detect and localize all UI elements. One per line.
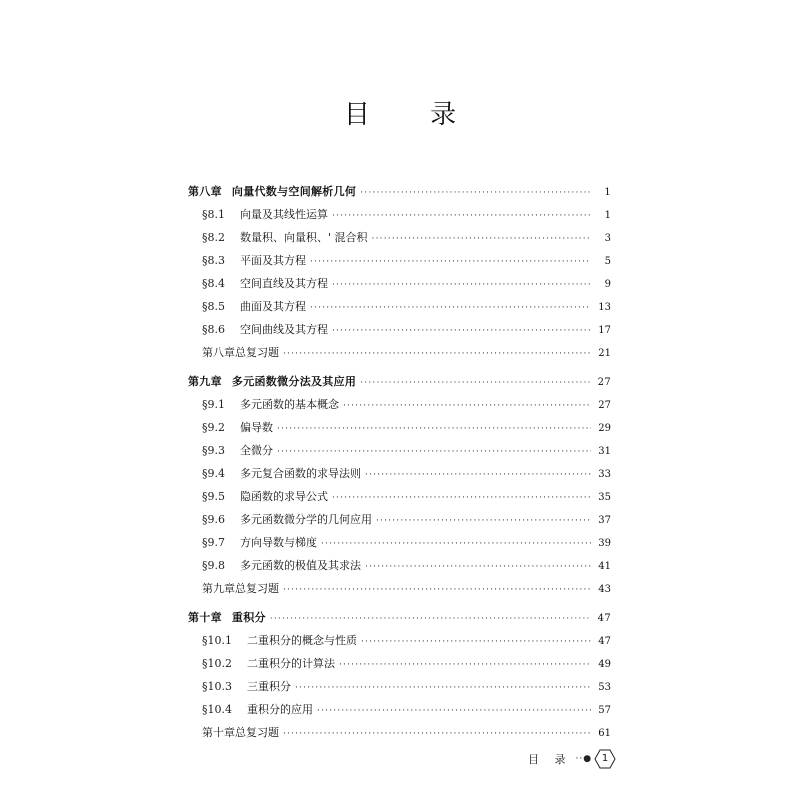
chapter-title: 向量代数与空间解析几何 — [231, 185, 357, 198]
page-number: 1 — [604, 187, 611, 198]
toc-section[interactable] — [188, 511, 611, 534]
section-title: 数量积、向量积、' 混合积 — [240, 231, 368, 244]
page-number: 43 — [598, 584, 611, 595]
toc-section[interactable] — [188, 275, 611, 298]
section-number: §10.3 — [202, 680, 232, 693]
table-of-contents — [188, 183, 611, 747]
dot-leader — [365, 562, 591, 572]
toc-section[interactable] — [188, 442, 611, 465]
section-number: §8.3 — [202, 254, 225, 267]
toc-section[interactable] — [188, 298, 611, 321]
toc-section[interactable] — [188, 655, 611, 678]
section-title: 全微分 — [240, 444, 273, 457]
page-number: 27 — [597, 377, 611, 388]
dot-leader — [360, 188, 591, 198]
section-title: 平面及其方程 — [240, 254, 306, 267]
page-number: 61 — [598, 728, 611, 739]
section-title: 方向导数与梯度 — [240, 536, 317, 549]
section-title: 二重积分的概念与性质 — [247, 634, 357, 647]
page-number: 3 — [604, 233, 611, 244]
page-number: 17 — [598, 325, 611, 336]
section-title: 偏导数 — [240, 421, 273, 434]
dot-leader — [332, 280, 591, 290]
toc-section[interactable] — [188, 678, 611, 701]
chapter-label: 第九章 — [188, 375, 222, 388]
dot-leader — [310, 257, 591, 267]
page-footer — [528, 749, 616, 769]
toc-chapter-9[interactable] — [188, 373, 611, 396]
page-number: 21 — [598, 348, 611, 359]
section-title: 三重积分 — [247, 680, 291, 693]
page-number-badge — [594, 749, 616, 769]
section-number: §9.8 — [202, 559, 225, 572]
toc-section[interactable] — [188, 465, 611, 488]
section-number: §10.4 — [202, 703, 232, 716]
dot-leader — [332, 211, 591, 221]
dot-leader — [277, 447, 591, 457]
dot-leader — [310, 303, 591, 313]
toc-section[interactable] — [188, 321, 611, 344]
page-number: 27 — [598, 400, 611, 411]
review-title: 第八章总复习题 — [202, 346, 279, 359]
dot-leader — [339, 660, 591, 670]
page-number: 47 — [598, 636, 611, 647]
footer-page-number: 1 — [601, 753, 609, 764]
review-title: 第十章总复习题 — [202, 726, 279, 739]
section-number: §9.6 — [202, 513, 225, 526]
section-title: 多元复合函数的求导法则 — [240, 467, 361, 480]
toc-section[interactable] — [188, 206, 611, 229]
dot-leader — [361, 637, 591, 647]
section-title: 二重积分的计算法 — [247, 657, 335, 670]
dot-leader — [317, 706, 591, 716]
toc-chapter-8[interactable] — [188, 183, 611, 206]
toc-section[interactable] — [188, 396, 611, 419]
chapter-title: 重积分 — [231, 611, 266, 624]
dot-leader — [365, 470, 591, 480]
dot-leader — [283, 349, 591, 359]
toc-chapter-10[interactable] — [188, 609, 611, 632]
toc-chapter-review[interactable] — [188, 580, 611, 603]
dot-leader — [343, 401, 591, 411]
page-number: 1 — [604, 210, 611, 221]
page-number: 57 — [598, 705, 611, 716]
page-number: 53 — [598, 682, 611, 693]
toc-section[interactable] — [188, 557, 611, 580]
toc-section[interactable] — [188, 632, 611, 655]
dot-leader — [283, 585, 591, 595]
footer-dots-icon: ··● — [575, 754, 593, 764]
section-title: 向量及其线性运算 — [240, 208, 328, 221]
page-number: 37 — [598, 515, 611, 526]
section-number: §9.3 — [202, 444, 225, 457]
section-title: 曲面及其方程 — [240, 300, 306, 313]
chapter-label: 第八章 — [188, 185, 222, 198]
section-number: §9.2 — [202, 421, 225, 434]
dot-leader — [321, 539, 591, 549]
section-title: 多元函数的基本概念 — [240, 398, 339, 411]
review-title: 第九章总复习题 — [202, 582, 279, 595]
section-number: §9.4 — [202, 467, 225, 480]
chapter-title: 多元函数微分法及其应用 — [231, 375, 357, 388]
toc-section[interactable] — [188, 252, 611, 275]
section-title: 空间直线及其方程 — [240, 277, 328, 290]
footer-label: 目 录 — [528, 753, 572, 766]
page-number: 13 — [598, 302, 611, 313]
section-number: §8.6 — [202, 323, 225, 336]
section-number: §10.1 — [202, 634, 232, 647]
section-number: §8.1 — [202, 208, 225, 221]
section-title: 重积分的应用 — [247, 703, 313, 716]
dot-leader — [332, 493, 591, 503]
toc-chapter-review[interactable] — [188, 344, 611, 367]
page-number: 33 — [598, 469, 611, 480]
dot-leader — [376, 516, 591, 526]
page-number: 47 — [597, 613, 611, 624]
page-number: 35 — [598, 492, 611, 503]
dot-leader — [270, 614, 591, 624]
page-number: 41 — [598, 561, 611, 572]
section-number: §8.4 — [202, 277, 225, 290]
page-number: 9 — [604, 279, 611, 290]
toc-section[interactable] — [188, 534, 611, 557]
dot-leader — [277, 424, 591, 434]
section-number: §9.7 — [202, 536, 225, 549]
section-number: §10.2 — [202, 657, 232, 670]
page-number: 5 — [604, 256, 611, 267]
section-title: 隐函数的求导公式 — [240, 490, 328, 503]
dot-leader — [283, 729, 591, 739]
page-title: 目 录 — [343, 100, 483, 130]
page-number: 39 — [598, 538, 611, 549]
toc-section[interactable] — [188, 701, 611, 724]
toc-chapter-review[interactable] — [188, 724, 611, 747]
section-title: 空间曲线及其方程 — [240, 323, 328, 336]
toc-section[interactable] — [188, 488, 611, 511]
toc-section[interactable] — [188, 419, 611, 442]
section-title: 多元函数微分学的几何应用 — [240, 513, 372, 526]
page-number: 31 — [598, 446, 611, 457]
dot-leader — [360, 378, 591, 388]
section-number: §9.5 — [202, 490, 225, 503]
section-title: 多元函数的极值及其求法 — [240, 559, 361, 572]
dot-leader — [332, 326, 591, 336]
page-number: 29 — [598, 423, 611, 434]
section-number: §8.5 — [202, 300, 225, 313]
chapter-label: 第十章 — [188, 611, 222, 624]
page-number: 49 — [598, 659, 611, 670]
dot-leader — [372, 234, 591, 244]
dot-leader — [295, 683, 591, 693]
section-number: §9.1 — [202, 398, 225, 411]
section-number: §8.2 — [202, 231, 225, 244]
toc-section[interactable] — [188, 229, 611, 252]
